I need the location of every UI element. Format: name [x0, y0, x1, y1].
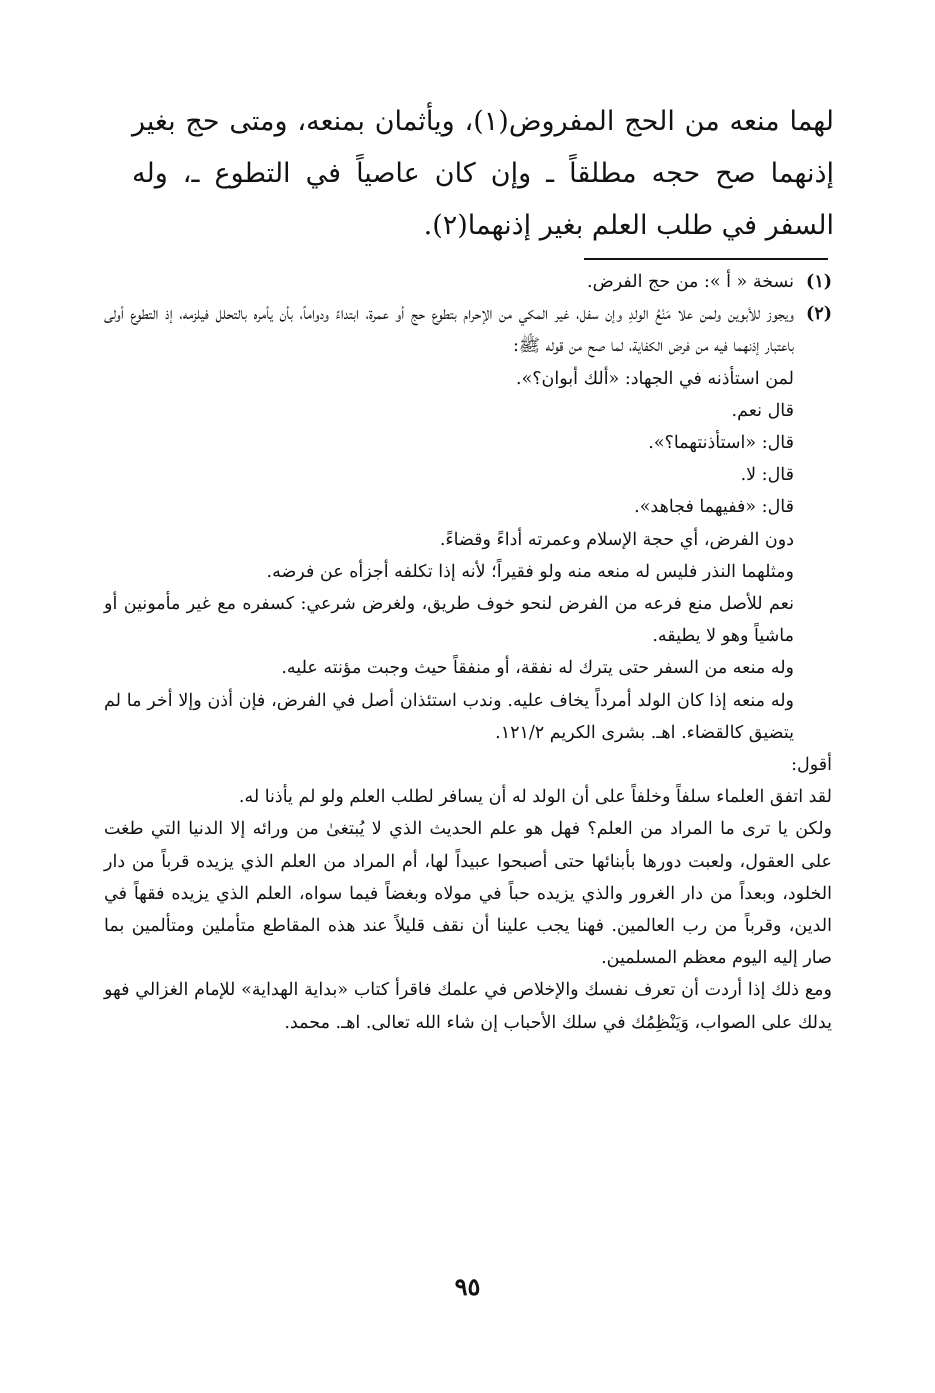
footnote-paragraph: وله منعه إذا كان الولد أمرداً يخاف عليه. وندب استئذان أصل في الفرض، فإن أذن وإلا أخر ما لم يتضيق كالقضاء. اهـ. بشرى الكريم ١٢١/٢. — [104, 690, 794, 743]
footnote-1 — [104, 266, 832, 298]
footnote-paragraph: ولكن يا ترى ما المراد من العلم؟ فهل هو علم الحديث الذي لا يُبتغىٰ من ورائه إلا الدنيا التي طغت على العقول، ولعبت دورها بأبنائها حتى أصبحوا عبيداً لها، أم المراد من العلم الذي يزيده قرباً من دار الخلود، وبعداً من دار الغرور والذي يزيده حباً في مولاه وبغضاً فيما سواه، العلم الذي يزيده فقهاً في الدين، وقرباً من رب العالمين. فهنا يجب علينا أن نقف قليلاً عند هذه المقاطع متأملين ومتألمين بما صار إليه اليوم معظم المسلمين. — [104, 819, 832, 969]
footnote-paragraph: ومثلهما النذر فليس له منعه منه ولو فقيراً؛ لأنه إذا تكلفه أجزأه عن فرضه. — [266, 561, 794, 582]
footnote-paragraph: أقول: — [791, 755, 832, 776]
footnote-2 — [104, 298, 832, 362]
footnote-paragraph: ومع ذلك إذا أردت أن تعرف نفسك والإخلاص في علمك فاقرأ كتاب «بداية الهداية» للإمام الغزالي فهو يدلك على الصواب، وَيَنْظِمُك في سلك الأحباب إن شاء الله تعالى. اهـ. محمد. — [104, 980, 832, 1033]
footnote-number: (١) — [806, 272, 832, 292]
footnote-paragraph: وله منعه من السفر حتى يترك له نفقة، أو منفقاً حيث وجبت مؤنته عليه. — [281, 658, 794, 679]
main-text: لهما منعه من الحج المفروض(١)، ويأثمان بمنعه، ومتى حج بغير إذنهما صح حجه مطلقاً ـ وإن كان عاصياً في التطوع ـ، وله السفر في طلب العلم بغير إذنهما(٢). — [132, 106, 834, 241]
footnote-paragraph: ويجوز للأبوين ولمن علا مَنْعُ الولدِ وإن سفل، غير المكي من الإحرام بتطوع حج أو عمرة، ابتداءً ودواماً، بأن يأمره بالتحلل فيلزمه، إذ التطوع أولى باعتبار إذنهما فيه من فرض الكفاية، لما صح من قوله ﷺ: — [104, 304, 794, 357]
footnote-paragraph: دون الفرض، أي حجة الإسلام وعمرته أداءً وقضاءً. — [439, 529, 794, 550]
footnote-paragraph: قال: «ففيهما فجاهد». — [634, 497, 794, 518]
footnote-paragraph: نعم للأصل منع فرعه من الفرض لنحو خوف طريق، ولغرض شرعي: كسفره مع غير مأمونين أو ماشياً وهو لا يطيقه. — [104, 594, 794, 647]
footnotes — [104, 266, 832, 1039]
footnote-paragraph: قال نعم. — [731, 400, 794, 421]
page-number: ٩٥ — [454, 1272, 481, 1301]
footnote-paragraph: قال: لا. — [740, 465, 794, 486]
footnote-number: (٢) — [806, 304, 832, 325]
footnote-paragraph: لقد اتفق العلماء سلفاً وخلفاً على أن الولد له أن يسافر لطلب العلم ولو لم يأذنا له. — [238, 787, 832, 808]
footnote-text: نسخة « أ »: من حج الفرض. — [587, 272, 794, 292]
footnote-paragraph: لمن استأذنه في الجهاد: «ألك أبوان؟». — [516, 368, 794, 389]
footnote-separator — [584, 258, 828, 260]
footnote-paragraph: قال: «استأذنتهما؟». — [648, 433, 794, 454]
